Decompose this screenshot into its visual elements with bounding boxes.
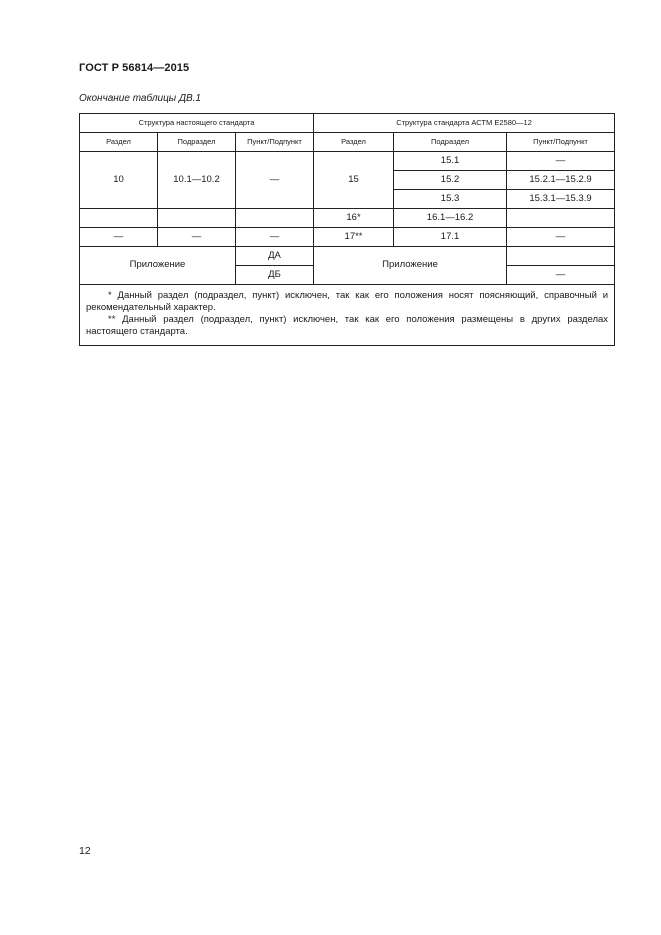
- table-caption: Окончание таблицы ДВ.1: [79, 93, 201, 104]
- table-cell: 16.1—16.2: [394, 209, 507, 228]
- table-cell: 17**: [314, 228, 394, 247]
- table-cell: 16*: [314, 209, 394, 228]
- table-cell: 10: [80, 152, 158, 209]
- correspondence-table-container: [79, 113, 614, 346]
- table-cell: —: [507, 266, 615, 285]
- table-row: [80, 247, 615, 266]
- table-cell: [158, 209, 236, 228]
- group-header-astm-standard: Структура стандарта АСТМ Е2580—12: [314, 114, 615, 133]
- table-cell: [80, 209, 158, 228]
- table-cell: 17.1: [394, 228, 507, 247]
- table-cell: ДА: [236, 247, 314, 266]
- table-cell: [507, 209, 615, 228]
- table-cell: 10.1—10.2: [158, 152, 236, 209]
- group-header-this-standard: Структура настоящего стандарта: [80, 114, 314, 133]
- correspondence-table: [79, 113, 615, 346]
- appendix-label-right: Приложение: [314, 247, 507, 285]
- table-cell: 15: [314, 152, 394, 209]
- table-cell: —: [80, 228, 158, 247]
- table-cell: 15.3.1—15.3.9: [507, 190, 615, 209]
- table-row: [80, 152, 615, 171]
- table-cell: 15.2.1—15.2.9: [507, 171, 615, 190]
- table-cell: 15.1: [394, 152, 507, 171]
- column-header: Раздел: [314, 133, 394, 152]
- table-cell: —: [158, 228, 236, 247]
- table-cell: ДБ: [236, 266, 314, 285]
- table-cell: —: [507, 228, 615, 247]
- table-cell: 15.2: [394, 171, 507, 190]
- table-cell: [236, 209, 314, 228]
- table-cell: —: [236, 152, 314, 209]
- footnote: ** Данный раздел (подраздел, пункт) исключен, так как его положения размещены в других разделах настоящего стандарта.: [86, 314, 609, 337]
- document-code: ГОСТ Р 56814—2015: [79, 62, 190, 74]
- table-cell: 15.3: [394, 190, 507, 209]
- table-row: [80, 228, 615, 247]
- table-cell: [507, 247, 615, 266]
- column-header: Подраздел: [158, 133, 236, 152]
- table-cell: —: [507, 152, 615, 171]
- footnote: * Данный раздел (подраздел, пункт) исключен, так как его положения носят поясняющий, справочный и рекомендательный характер.: [86, 290, 609, 313]
- appendix-label-left: Приложение: [80, 247, 236, 285]
- column-header: Пункт/Подпункт: [507, 133, 615, 152]
- table-cell: —: [236, 228, 314, 247]
- column-header: Подраздел: [394, 133, 507, 152]
- table-footnotes: [80, 285, 615, 346]
- column-header: Пункт/Подпункт: [236, 133, 314, 152]
- column-header: Раздел: [80, 133, 158, 152]
- page-number: 12: [79, 845, 91, 857]
- table-row: [80, 209, 615, 228]
